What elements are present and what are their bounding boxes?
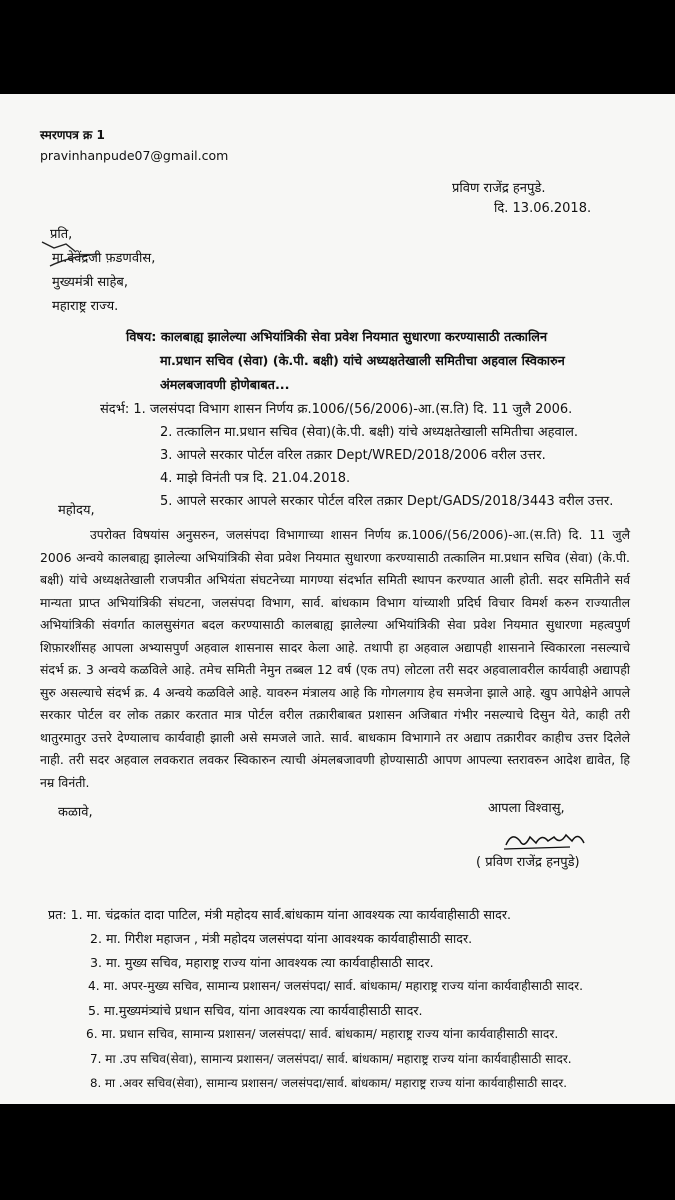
handwritten-strike-mark [40,240,160,270]
subject-line-1: विषय: कालबाह्य झालेल्या अभियांत्रिकी सेवा प्रवेश नियमात सुधारणा करण्यासाठी तत्कालिन [126,330,548,345]
sender-email: pravinhanpude07@gmail.com [40,148,229,163]
closing-kalave: कळावे, [58,805,93,820]
signoff-yours: आपला विश्वासु, [488,801,565,816]
copy-item: 7. मा .उप सचिव(सेवा), सामान्य प्रशासन/ जलसंपदा/ सार्व. बांधकाम/ महाराष्ट्र राज्य यांना कार्यवाहीसाठी सादर. [90,1052,572,1066]
salutation: महोदय, [58,503,95,518]
copy-item: 6. मा. प्रधान सचिव, सामान्य प्रशासन/ जलसंपदा/ सार्व. बांधकाम/ महाराष्ट्र राज्य यांना कार्यवाहीसाठी सादर. [86,1027,559,1041]
subject-line-3: अंमलबजावणी होणेबाबत... [160,378,290,393]
copy-item: 8. मा .अवर सचिव(सेवा), सामान्य प्रशासन/ जलसंपदा/सार्व. बांधकाम/ महाराष्ट्र राज्य यांना कार्यवाहीसाठी सादर. [90,1076,567,1090]
recipient-prati: प्रति, [50,227,73,242]
reference-item: 5. आपले सरकार आपले सरकार पोर्टल वरिल तक्रार Dept/GADS/2018/3443 वरील उत्तर. [160,494,614,509]
recipient-name: मा.देवेंद्रजी फ़डणवीस, [52,251,156,266]
reference-item: 2. तत्कालिन मा.प्रधान सचिव (सेवा)(के.पी. बक्षी) यांचे अध्यक्षतेखाली समितीचा अहवाल. [160,425,579,440]
reference-item: 4. माझे विनंती पत्र दि. 21.04.2018. [160,471,351,486]
letter-date: दि. 13.06.2018. [494,201,592,216]
letter-page [0,94,675,1104]
recipient-designation: मुख्यमंत्री साहेब, [52,275,128,290]
copy-item: प्रत: 1. मा. चंद्रकांत दादा पाटिल, मंत्री महोदय सार्व.बांधकाम यांना आवश्यक त्या कार्यवाहीसाठी सादर. [48,907,512,922]
copy-item: 3. मा. मुख्य सचिव, महाराष्ट्र राज्य यांना आवश्यक त्या कार्यवाहीसाठी सादर. [90,955,434,970]
letter-body: उपरोक्त विषयांस अनुसरुन, जलसंपदा विभागाच्या शासन निर्णय क्र.1006/(56/2006)-आ.(स.ति) दि. 11 जुलै 2006 अन्वये कालबाह्य झालेल्या अभियांत्रिकी सेवा प्रवेश नियमात सुधारणा करण्यासाठी तत्कालिन मा.प्रधान सचिव (सेवा) (के.पी. बक्षी) यांचे अध्यक्षतेखाली राजपत्रीत अभियंता संघटनेच्या मागण्या संदर्भात समिती स्थापन करण्यात आली होती. सदर समितीने सर्व मान्यता प्राप्त अभियांत्रिकी संघटना, जलसंपदा विभाग, सार्व. बांधकाम विभाग यांच्याशी प्रदिर्घ विचार विमर्श करुन राज्यातील अभियांत्रिकी संवर्गात कालसुसंगत बदल करण्यासाठी कालबाह्य झालेल्या अभियांत्रिकी सेवा प्रवेश नियमात सुधारणा महत्वपुर्ण शिफ़ारशींसह आपला अभ्यासपुर्ण अहवाल शासनास सादर केला आहे. तथापी हा अहवाल अद्यापही शासनाने स्विकारला नसल्याचे संदर्भ क्र. 3 अन्वये कळविले आहे. तमेच समिती नेमुन तब्बल 12 वर्ष (एक तप) लोटला तरी सदर अहवालावरील कार्यवाही अद्यापही सुरु असल्याचे संदर्भ क्र. 4 अन्वये कळविले आहे. यावरुन मंत्रालय आहे कि गोगलगाय हेच समजेना झाले आहे. खुप आपेक्षेने आपले सरकार पोर्टल वर लोक तक्रार करतात मात्र पोर्टल वरील तक्रारीबाबत प्रशासन अजिबात गंभीर नसल्याचे दिसुन येते, काही तरी थातुरमातुर उत्तरे देण्यालाच कार्यवाही झाली असे समजले जाते. सार्व. बाधकाम विभागाने तर अद्याप तक्रारीवर काहीच उत्तर दिलेले नाही. तरी सदर अहवाल लवकरात लवकर स्विकारुन त्याची अंमलबजावणी होण्यासाठी आपण आपल्या स्तरावरुन आदेश द्यावेत, हि नम्र विनंती. [40,527,630,790]
copy-item: 4. मा. अपर-मुख्य सचिव, सामान्य प्रशासन/ जलसंपदा/ सार्व. बांधकाम/ महाराष्ट्र राज्य यांना कार्यवाहीसाठी सादर. [88,979,583,993]
copy-item: 2. मा. गिरीश महाजन , मंत्री महोदय जलसंपदा यांना आवश्यक कार्यवाहीसाठी सादर. [90,931,473,946]
reference-item: संदर्भ: 1. जलसंपदा विभाग शासन निर्णय क्र.1006/(56/2006)-आ.(स.ति) दि. 11 जुलै 2006. [100,402,573,417]
sender-name: प्रविण राजेंद्र हनपुडे. [452,181,546,196]
memo-number: स्मरणपत्र क्र 1 [40,128,105,142]
signoff-name: ( प्रविण राजेंद्र हनपुडे) [476,855,580,870]
handwritten-signature [500,827,590,857]
subject-line-2: मा.प्रधान सचिव (सेवा) (के.पी. बक्षी) यांचे अध्यक्षतेखाली समितीचा अहवाल स्विकारुन [160,354,565,369]
copy-item: 5. मा.मुख्यमंत्र्यांचे प्रधान सचिव, यांना आवश्यक त्या कार्यवाहीसाठी सादर. [88,1003,423,1018]
recipient-state: महाराष्ट्र राज्य. [52,299,119,314]
reference-item: 3. आपले सरकार पोर्टल वरिल तक्रार Dept/WRED/2018/2006 वरील उत्तर. [160,448,546,463]
